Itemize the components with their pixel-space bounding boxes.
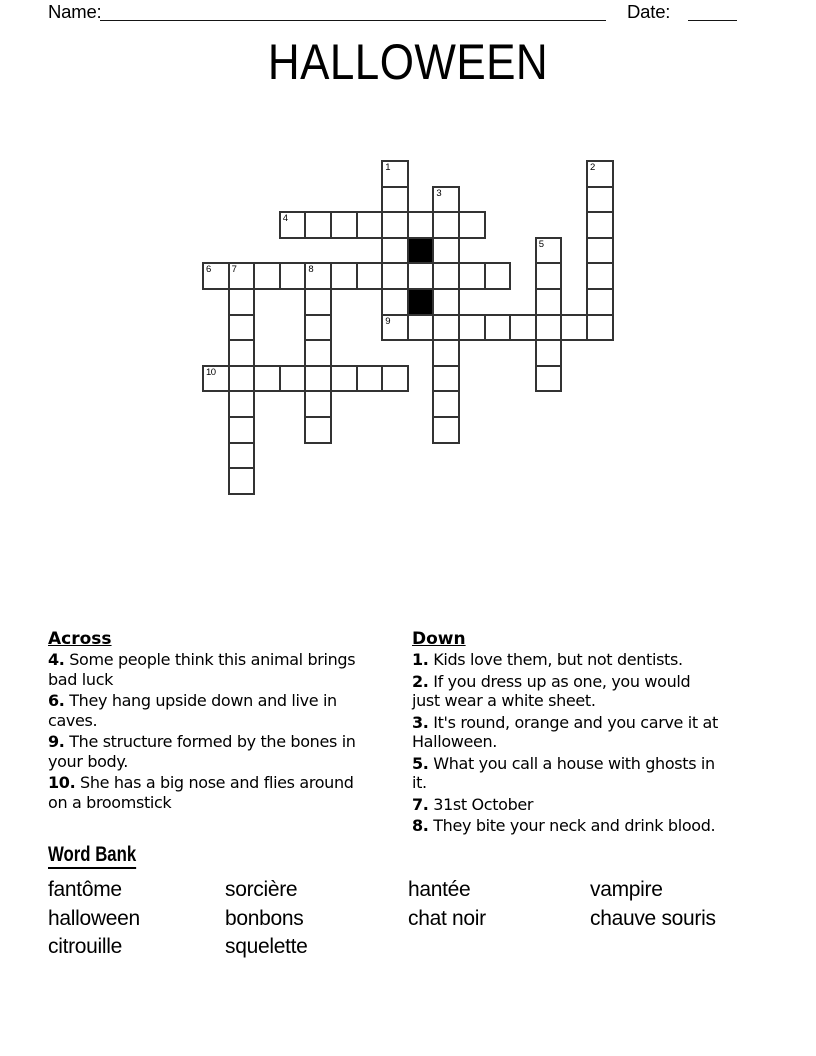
grid-cell-black (407, 237, 435, 265)
grid-cell (304, 390, 332, 418)
grid-cell (330, 262, 358, 290)
across-section (48, 629, 404, 814)
clue-line: 5. What you call a house with ghosts in (412, 753, 715, 773)
grid-cell (304, 262, 332, 290)
grid-cell (586, 160, 614, 188)
clue-number: 1. (412, 650, 429, 669)
clue-number: 4. (48, 650, 65, 669)
grid-cell (228, 262, 256, 290)
clue-line: Halloween. (412, 732, 498, 751)
clue-line: bad luck (48, 669, 114, 689)
grid-cell (535, 262, 563, 290)
grid-cell (253, 262, 281, 290)
grid-cell (330, 211, 358, 239)
word-bank-item: sorcière (225, 878, 298, 901)
clue-number: 6. (48, 691, 65, 710)
cell-number: 5 (538, 238, 544, 250)
grid-cell (432, 288, 460, 316)
word-bank-item: chauve souris (590, 906, 716, 930)
grid-cell (432, 211, 460, 239)
grid-cell (381, 160, 409, 188)
clue-line: it. (412, 773, 427, 792)
clue-line: on a broomstick (48, 792, 172, 812)
grid-cell (304, 288, 332, 316)
grid-cell (432, 416, 460, 444)
cell-number: 8 (308, 264, 314, 276)
grid-cell (381, 314, 409, 342)
clue-line: caves. (48, 710, 98, 730)
grid-cell (228, 365, 256, 393)
grid-cell (253, 365, 281, 393)
grid-cell (407, 262, 435, 290)
down-clue-list (412, 650, 788, 836)
clue (412, 713, 788, 752)
clue (412, 672, 788, 711)
word-bank-list (48, 876, 780, 962)
clue (412, 754, 788, 793)
page-title: HALLOWEEN (267, 34, 549, 90)
grid-cell (228, 339, 256, 367)
grid-cell (381, 288, 409, 316)
cell-number: 10 (206, 366, 216, 378)
grid-cell (586, 211, 614, 239)
clue-line: 8. They bite your neck and drink blood. (412, 816, 716, 835)
grid-cell (228, 288, 256, 316)
across-heading: Across (48, 629, 112, 649)
cell-number: 9 (385, 315, 390, 327)
word-bank-item: bonbons (225, 906, 304, 930)
grid-cell (356, 262, 384, 290)
grid-cell (304, 211, 332, 239)
grid-cell (407, 314, 435, 342)
grid-cell (279, 365, 307, 393)
clue-number: 3. (412, 712, 429, 732)
grid-cell (458, 314, 486, 342)
grid-cell (381, 262, 409, 290)
clue-number: 8. (412, 816, 429, 835)
cell-number: 7 (231, 264, 237, 276)
grid-cell (304, 339, 332, 367)
grid-cell (432, 390, 460, 418)
clue-line: 9. The structure formed by the bones in (48, 732, 356, 751)
grid-cell-black (407, 288, 435, 316)
clue-number: 5. (412, 753, 429, 773)
clue-line: 2. If you dress up as one, you would (412, 671, 691, 691)
grid-cell (432, 339, 460, 367)
grid-cell (586, 262, 614, 290)
grid-cell (381, 365, 409, 393)
clue (412, 816, 788, 836)
date-label: Date: (627, 1, 671, 22)
clue-number: 9. (48, 732, 65, 751)
clue-line: 10. She has a big nose and flies around (48, 773, 354, 792)
grid-cell (458, 211, 486, 239)
grid-cell (304, 365, 332, 393)
cell-number: 3 (436, 187, 442, 199)
grid-cell (432, 237, 460, 265)
grid-cell (202, 262, 230, 290)
clue-line: 3. It's round, orange and you carve it at (412, 712, 718, 732)
grid-cell (228, 416, 256, 444)
grid-cell (356, 365, 384, 393)
grid-cell (228, 442, 256, 470)
grid-cell (586, 186, 614, 214)
clue (48, 732, 404, 771)
clue (412, 795, 788, 815)
word-bank-item: citrouille (48, 935, 123, 959)
grid-cell (279, 211, 307, 239)
name-label: Name: (48, 1, 102, 22)
crossword-grid (202, 160, 616, 496)
cell-number: 6 (206, 264, 211, 276)
word-bank-item: hantée (408, 878, 471, 901)
word-bank-section (48, 843, 780, 962)
grid-cell (432, 262, 460, 290)
clue (48, 650, 404, 689)
grid-cell (356, 211, 384, 239)
clue-line: 4. Some people think this animal brings (48, 650, 356, 669)
name-blank-line (100, 20, 606, 21)
clue-line: 6. They hang upside down and live in (48, 691, 337, 710)
down-section (412, 629, 788, 838)
cell-number: 2 (590, 162, 595, 173)
grid-cell (228, 390, 256, 418)
clue (48, 691, 404, 730)
grid-cell (484, 262, 512, 290)
grid-cell (535, 314, 563, 342)
grid-cell (279, 262, 307, 290)
clue-number: 7. (412, 794, 429, 814)
clue (48, 773, 404, 812)
clue-line: 1. Kids love them, but not dentists. (412, 650, 683, 669)
grid-cell (535, 339, 563, 367)
word-bank-item: halloween (48, 906, 140, 930)
grid-cell (432, 365, 460, 393)
grid-cell (432, 314, 460, 342)
grid-cell (458, 262, 486, 290)
clue-number: 10. (48, 773, 76, 792)
grid-cell (509, 314, 537, 342)
grid-cell (432, 186, 460, 214)
grid-cell (586, 237, 614, 265)
grid-cell (304, 314, 332, 342)
grid-cell (228, 467, 256, 495)
grid-cell (535, 288, 563, 316)
word-bank-item: vampire (590, 878, 663, 901)
grid-cell (407, 211, 435, 239)
grid-cell (484, 314, 512, 342)
grid-cell (560, 314, 588, 342)
grid-cell (381, 237, 409, 265)
grid-cell (304, 416, 332, 444)
clue (412, 650, 788, 670)
grid-cell (535, 365, 563, 393)
date-blank-line (688, 20, 737, 21)
clue-line: your body. (48, 751, 128, 771)
word-bank-item: chat noir (408, 906, 486, 930)
grid-cell (381, 186, 409, 214)
cell-number: 1 (385, 162, 390, 173)
grid-cell (228, 314, 256, 342)
grid-cell (330, 365, 358, 393)
clue-line: just wear a white sheet. (412, 691, 596, 710)
across-clue-list (48, 650, 404, 812)
down-heading: Down (412, 629, 466, 649)
grid-cell (535, 237, 563, 265)
clue-line: 7. 31st October (412, 794, 534, 814)
grid-cell (202, 365, 230, 393)
clue-number: 2. (412, 671, 429, 691)
grid-cell (381, 211, 409, 239)
grid-cell (586, 314, 614, 342)
word-bank-item: fantôme (48, 878, 122, 901)
grid-cell (586, 288, 614, 316)
word-bank-heading: Word Bank (48, 843, 136, 869)
cell-number: 4 (282, 213, 288, 225)
word-bank-item: squelette (225, 935, 308, 959)
